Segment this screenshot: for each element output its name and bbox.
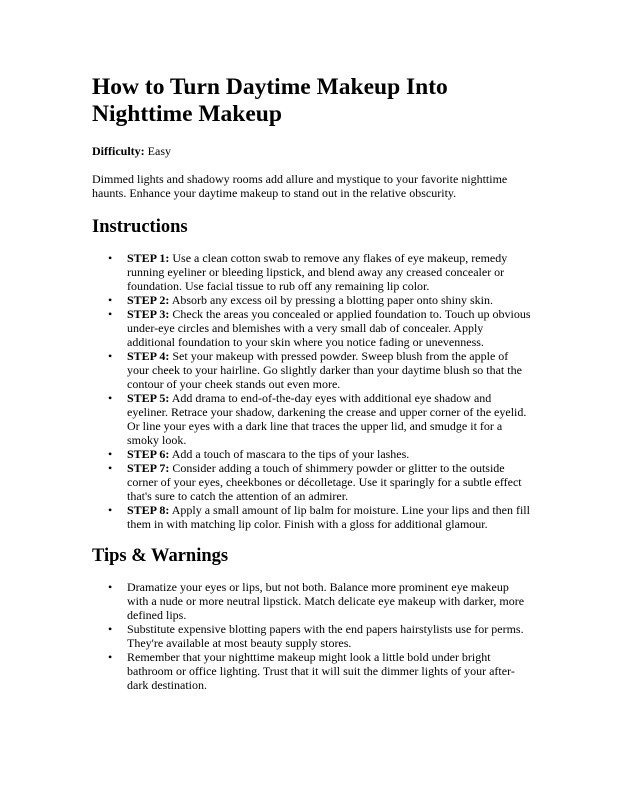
bullet-icon: •	[108, 391, 113, 405]
bullet-icon: •	[108, 349, 113, 363]
page-title: How to Turn Daytime Makeup Into Nighttime Makeup	[92, 74, 448, 127]
tip-item	[92, 650, 532, 692]
bullet-icon: •	[108, 503, 113, 517]
step-item	[92, 251, 532, 293]
step-text: Check the areas you concealed or applied foundation to. Touch up obvious under-eye circles and blemishes with a very small dab of concealer. Apply additional foundation to your skin where you notice fading or unevenness.	[127, 307, 531, 349]
bullet-icon: •	[108, 251, 113, 265]
instructions-heading: Instructions	[92, 217, 188, 237]
step-text: Apply a small amount of lip balm for moisture. Line your lips and then fill them in with matching lip color. Finish with a gloss for additional glamour.	[127, 503, 530, 531]
tips-list	[92, 580, 532, 692]
step-text: Add a touch of mascara to the tips of your lashes.	[171, 447, 410, 461]
step-label: STEP 5:	[127, 391, 170, 405]
tip-item	[92, 622, 532, 650]
bullet-icon: •	[108, 461, 113, 475]
step-text: Set your makeup with pressed powder. Sweep blush from the apple of your cheek to your hairline. Go slightly darker than your daytime blush so that the contour of your cheek stands out even more.	[127, 349, 522, 391]
step-text: Consider adding a touch of shimmery powder or glitter to the outside corner of your eyes, cheekbones or décolletage. Use it sparingly for a subtle effect that's sure to catch the attention of an admirer.	[127, 461, 522, 503]
difficulty-line	[92, 144, 532, 158]
step-label: STEP 6:	[127, 447, 170, 461]
step-item	[92, 447, 532, 461]
tips-heading: Tips & Warnings	[92, 546, 229, 566]
step-label: STEP 4:	[127, 349, 170, 363]
step-item	[92, 461, 532, 503]
tip-text: Dramatize your eyes or lips, but not both. Balance more prominent eye makeup with a nude or more neutral lipstick. Match delicate eye makeup with darker, more defined lips.	[127, 580, 525, 622]
difficulty-value: Easy	[147, 144, 171, 158]
bullet-icon: •	[108, 293, 113, 307]
step-label: STEP 8:	[127, 503, 170, 517]
tip-item	[92, 580, 532, 622]
step-item	[92, 307, 532, 349]
tip-text: Substitute expensive blotting papers with the end papers hairstylists use for perms. They're available at most beauty supply stores.	[127, 622, 524, 650]
step-label: STEP 7:	[127, 461, 170, 475]
step-text: Absorb any excess oil by pressing a blotting paper onto shiny skin.	[171, 293, 493, 307]
bullet-icon: •	[108, 650, 113, 664]
step-item	[92, 503, 532, 531]
tip-text: Remember that your nighttime makeup might look a little bold under bright bathroom or office lighting. Trust that it will suit the dimmer lights of your after-dark destination.	[127, 650, 515, 692]
bullet-icon: •	[108, 580, 113, 594]
step-item	[92, 349, 532, 391]
step-text: Use a clean cotton swab to remove any flakes of eye makeup, remedy running eyeliner or bleeding lipstick, and blend away any creased concealer or foundation. Use facial tissue to rub off any remaining lip color.	[127, 251, 508, 293]
step-label: STEP 3:	[127, 307, 170, 321]
difficulty-label: Difficulty:	[92, 144, 145, 158]
bullet-icon: •	[108, 307, 113, 321]
intro-paragraph: Dimmed lights and shadowy rooms add allure and mystique to your favorite nighttime haunts. Enhance your daytime makeup to stand out in the relative obscurity.	[92, 172, 508, 200]
step-item	[92, 391, 532, 447]
step-item	[92, 293, 532, 307]
document-page	[92, 74, 532, 706]
bullet-icon: •	[108, 622, 113, 636]
instructions-list	[92, 251, 532, 531]
step-text: Add drama to end-of-the-day eyes with additional eye shadow and eyeliner. Retrace your shadow, darkening the crease and upper corner of the eyelid. Or line your eyes with a dark line that traces the upper lid, and smudge it for a smoky look.	[127, 391, 527, 447]
bullet-icon: •	[108, 447, 113, 461]
step-label: STEP 2:	[127, 293, 170, 307]
step-label: STEP 1:	[127, 251, 170, 265]
